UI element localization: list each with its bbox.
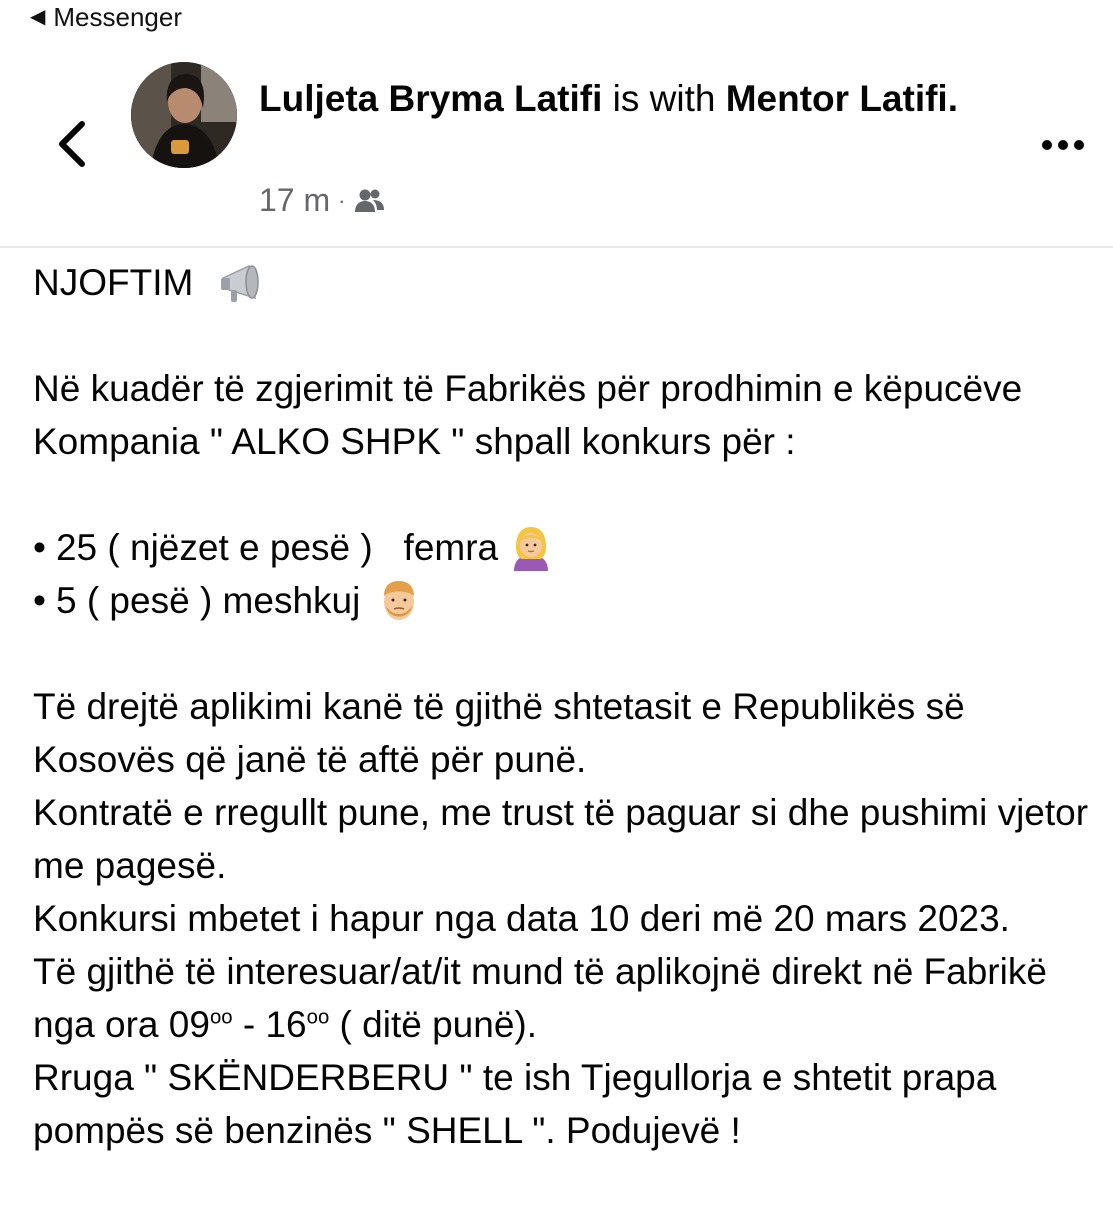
spacer	[33, 309, 1093, 362]
intro-paragraph: Në kuadër të zgjerimit të Fabrikës për prodhimin e këpucëve Kompania " ALKO SHPK " shpall konkurs për :	[33, 368, 1023, 462]
header-divider	[0, 246, 1113, 248]
spacer	[33, 627, 1093, 680]
back-triangle-icon: ◀	[30, 5, 46, 28]
friends-icon[interactable]	[353, 188, 385, 214]
address-paragraph: Rruga " SKËNDERBERU " te ish Tjegullorja e shtetit prapa pompës së benzinës " SHELL ". Podujevë !	[33, 1057, 997, 1151]
list-item-text: 25 ( njëzet e pesë ) femra	[55, 527, 499, 568]
bullet-dot: •	[33, 580, 46, 621]
bullet-dot: •	[33, 527, 46, 568]
meta-separator: ·	[338, 187, 346, 213]
post-body	[33, 256, 1093, 1157]
author-name[interactable]: Luljeta Bryma Latifi	[259, 78, 603, 119]
application-text-a: Të gjithë të interesuar/at/it mund të aplikojnë direkt në Fabrikë nga ora 09	[33, 951, 1047, 1045]
list-item	[33, 521, 1093, 574]
spacer	[33, 468, 1093, 521]
back-to-messenger-label: Messenger	[53, 1, 183, 32]
avatar[interactable]	[131, 62, 237, 168]
list-item-text: 5 ( pesë ) meshkuj	[55, 580, 361, 621]
application-text-c: ( ditë punë).	[329, 1004, 537, 1045]
with-text: is with	[612, 78, 716, 119]
announcement-heading-row	[33, 256, 1093, 309]
tagged-name[interactable]: Mentor Latifi	[725, 78, 948, 119]
list-item	[33, 574, 1093, 627]
eligibility-paragraph: Të drejtë aplikimi kanë të gjithë shtetasit e Republikës së Kosovës që janë të aftë për punë.	[33, 686, 965, 780]
megaphone-icon	[219, 258, 269, 308]
chevron-left-icon[interactable]	[52, 118, 92, 170]
post-time[interactable]: 17 m	[259, 182, 331, 218]
post-header	[259, 72, 959, 126]
contract-paragraph: Kontratë e rregullt pune, me trust të paguar si dhe pushimi vjetor me pagesë.	[33, 792, 1089, 886]
application-paragraph	[33, 945, 1093, 1051]
superscript-hours-b: oo	[306, 1006, 330, 1029]
tagged-suffix: .	[947, 78, 958, 119]
back-to-messenger[interactable]	[30, 0, 182, 34]
avatar-photo	[131, 62, 237, 168]
man-emoji-icon	[378, 578, 420, 624]
announcement-heading: NJOFTIM	[33, 262, 194, 303]
woman-emoji-icon	[510, 525, 552, 571]
deadline-paragraph: Konkursi mbetet i hapur nga data 10 deri më 20 mars 2023.	[33, 898, 1010, 939]
application-text-b: - 16	[232, 1004, 307, 1045]
superscript-hours-a: oo	[209, 1006, 233, 1029]
more-options-icon[interactable]	[1038, 132, 1088, 158]
post-meta	[259, 182, 385, 219]
